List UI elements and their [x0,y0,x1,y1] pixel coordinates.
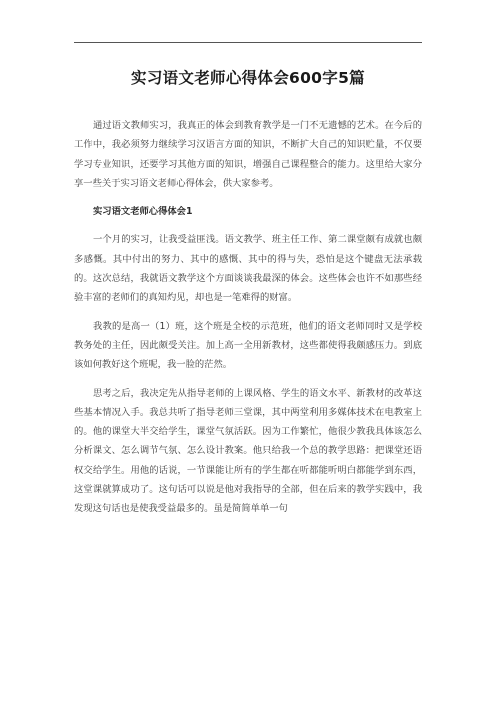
header-rule [74,42,422,43]
document-body [74,116,422,528]
body-paragraph-3: 思考之后，我决定先从指导老师的上课风格、学生的语文水平、新教材的改革这些基本情况入手。我总共听了指导老师三堂课，其中两堂利用多媒体技术在电教室上的。他的课堂大半交给学生，课堂气氛活跃。因为工作繁忙，他很少教我具体该怎么分析课文、怎么调节气氛、怎么设计教案。他只给我一个总的教学思路：把课堂还语权交给学生。用他的话说，一节课能让所有的学生都在听都能听明白都能学到东西，这堂课就算成功了。这句话可以说是他对我指导的全部，但在后来的教学实践中，我发现这句话也是使我受益最多的。虽是简简单单一句 [74,387,422,515]
body-paragraph-2: 我教的是高一（1）班，这个班是全校的示范班，他们的语文老师同时又是学校教务处的主任，因此颇受关注。加上高一全用新教材，这些都使得我颇感压力。到底该如何教好这个班呢，我一脸的茫然。 [74,320,422,371]
intro-paragraph: 通过语文教师实习，我真正的体会到教育教学是一门不无遗憾的艺术。在今后的工作中，我必须努力继续学习汉语言方面的知识，不断扩大自己的知识贮量，不仅要学习专业知识，还要学习其他方面的知识，增强自己课程整合的能力。这里给大家分享一些关于实习语文老师心得体会，供大家参考。 [74,120,422,189]
page-title: 实习语文老师心得体会600字5篇 [131,69,365,87]
body-paragraph-1: 一个月的实习，让我受益匪浅。语文教学、班主任工作、第二课堂颇有成就也颇多感慨。其中付出的努力、其中的感慨、其中的得与失，恐怕是这个键盘无法承载的。这次总结，我就语文教学这个方面谈谈我最深的体会。这些体会也许不如那些经验丰富的老师们的真知灼见，却也是一笔难得的财富。 [74,234,422,304]
section-heading: 实习语文老师心得体会1 [93,206,193,218]
